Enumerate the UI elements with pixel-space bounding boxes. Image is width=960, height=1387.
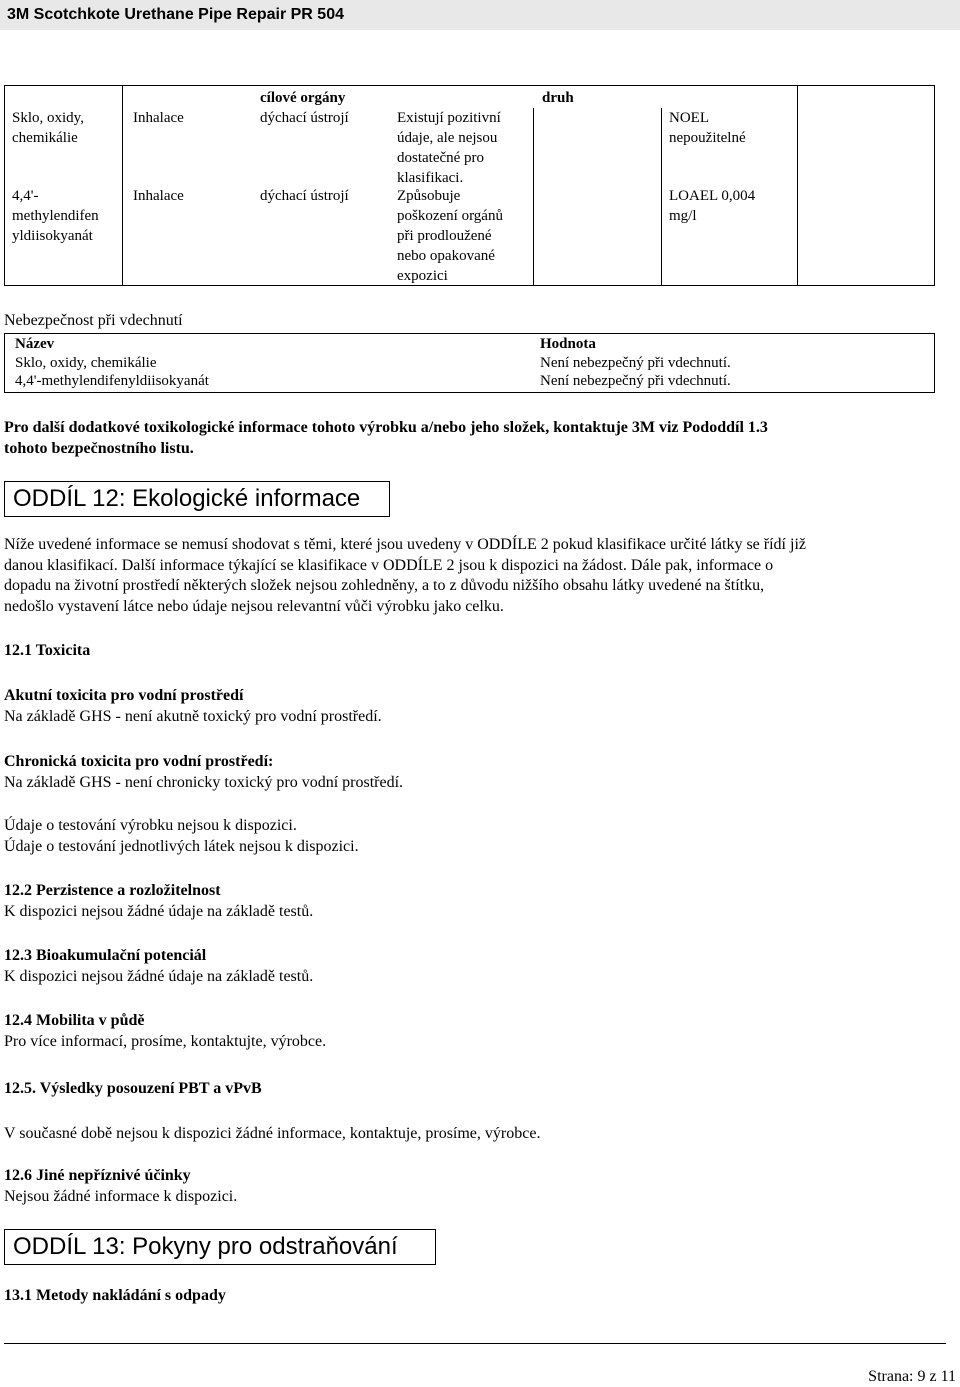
table-row-1-organ: dýchací ústrojí [260,110,349,126]
test-product-text: Údaje o testování výrobku nejsou k dispozici. [4,817,297,834]
text-12-6: Nejsou žádné informace k dispozici. [4,1188,238,1205]
table-row-2-effect: Způsobuje poškození orgánů při prodloužené nebo opakované expozici [397,188,503,284]
table-row-2-value: LOAEL 0,004 mg/l [669,188,756,224]
heading-12-5: 12.5. Výsledky posouzení PBT a vPvB [4,1080,262,1097]
text-12-4: Pro více informací, prosíme, kontaktujte, výrobce. [4,1033,327,1050]
table-row-1-value: NOEL nepoužitelné [669,110,746,146]
more-info-note: Pro další dodatkové toxikologické informace tohoto výrobku a/nebo jeho složek, kontaktuje 3M viz Pododdíl 1.3 tohoto bezpečnostního listu. [4,419,768,457]
heading-12-1: 12.1 Toxicita [4,642,91,659]
table-row-1-name: Sklo, oxidy, chemikálie [12,110,84,146]
document-title: 3M Scotchkote Urethane Pipe Repair PR 504 [7,6,344,23]
table-row-1-route: Inhalace [133,110,184,126]
section-13-title: ODDÍL 13: Pokyny pro odstraňování [4,1229,436,1265]
text-12-5: V současné době nejsou k dispozici žádné informace, kontaktuje, prosíme, výrobce. [4,1125,541,1142]
heading-13-1: 13.1 Metody nakládání s odpady [4,1287,226,1304]
col-header-target-organs: cílové orgány [260,90,346,106]
table-row-1-effect: Existují pozitivní údaje, ale nejsou dostatečné pro klasifikaci. [397,110,501,186]
text-12-2: K dispozici nejsou žádné údaje na základě testů. [4,903,314,920]
heading-12-4: 12.4 Mobilita v půdě [4,1012,145,1029]
section-12-title: ODDÍL 12: Ekologické informace [4,481,390,517]
chronic-text: Na základě GHS - není chronicky toxický pro vodní prostředí. [4,774,404,791]
aspiration-heading: Nebezpečnost při vdechnutí [4,312,183,329]
table-row-2-route: Inhalace [133,188,184,204]
col-header-type: druh [542,90,574,106]
col-header-value: Hodnota [540,336,596,352]
heading-12-3: 12.3 Bioakumulační potenciál [4,947,207,964]
aspiration-row-2-value: Není nebezpečný při vdechnutí. [540,373,731,389]
section-12-intro: Níže uvedené informace se nemusí shodovat s těmi, které jsou uvedeny v ODDÍLE 2 pokud klasifikace určité látky se řídí již danou klasifikací. Další informace týkající se klasifikace v ODDÍLE 2 jsou k dispozici na žádost. Dále pak, informace o dopadu na životní prostředí některých složek nejsou zohledněny, a to z důvodu nižšího obsahu látky uvedené na štítku, nedošlo vystavení látce nebo údaje nejsou relevantní vůči výrobku jako celku. [4,536,806,615]
footer-divider [4,1343,946,1344]
aspiration-row-2-name: 4,4'-methylendifenyldiisokyanát [15,373,209,389]
col-header-name: Název [15,336,55,352]
aspiration-row-1-name: Sklo, oxidy, chemikálie [15,355,157,371]
aspiration-row-1-value: Není nebezpečný při vdechnutí. [540,355,731,371]
aspiration-table [4,333,935,393]
toxicity-table [4,85,935,286]
heading-12-2: 12.2 Perzistence a rozložitelnost [4,882,221,899]
acute-text: Na základě GHS - není akutně toxický pro vodní prostředí. [4,708,382,725]
test-substances-text: Údaje o testování jednotlivých látek nejsou k dispozici. [4,838,359,855]
text-12-3: K dispozici nejsou žádné údaje na základě testů. [4,968,314,985]
table-row-2-organ: dýchací ústrojí [260,188,349,204]
page-number: Strana: 9 z 11 [868,1368,956,1385]
table-row-2-name: 4,4'- methylendifen yldiisokyanát [12,188,99,244]
chronic-heading: Chronická toxicita pro vodní prostředí: [4,753,274,770]
heading-12-6: 12.6 Jiné nepříznivé účinky [4,1167,191,1184]
acute-heading: Akutní toxicita pro vodní prostředí [4,687,244,704]
